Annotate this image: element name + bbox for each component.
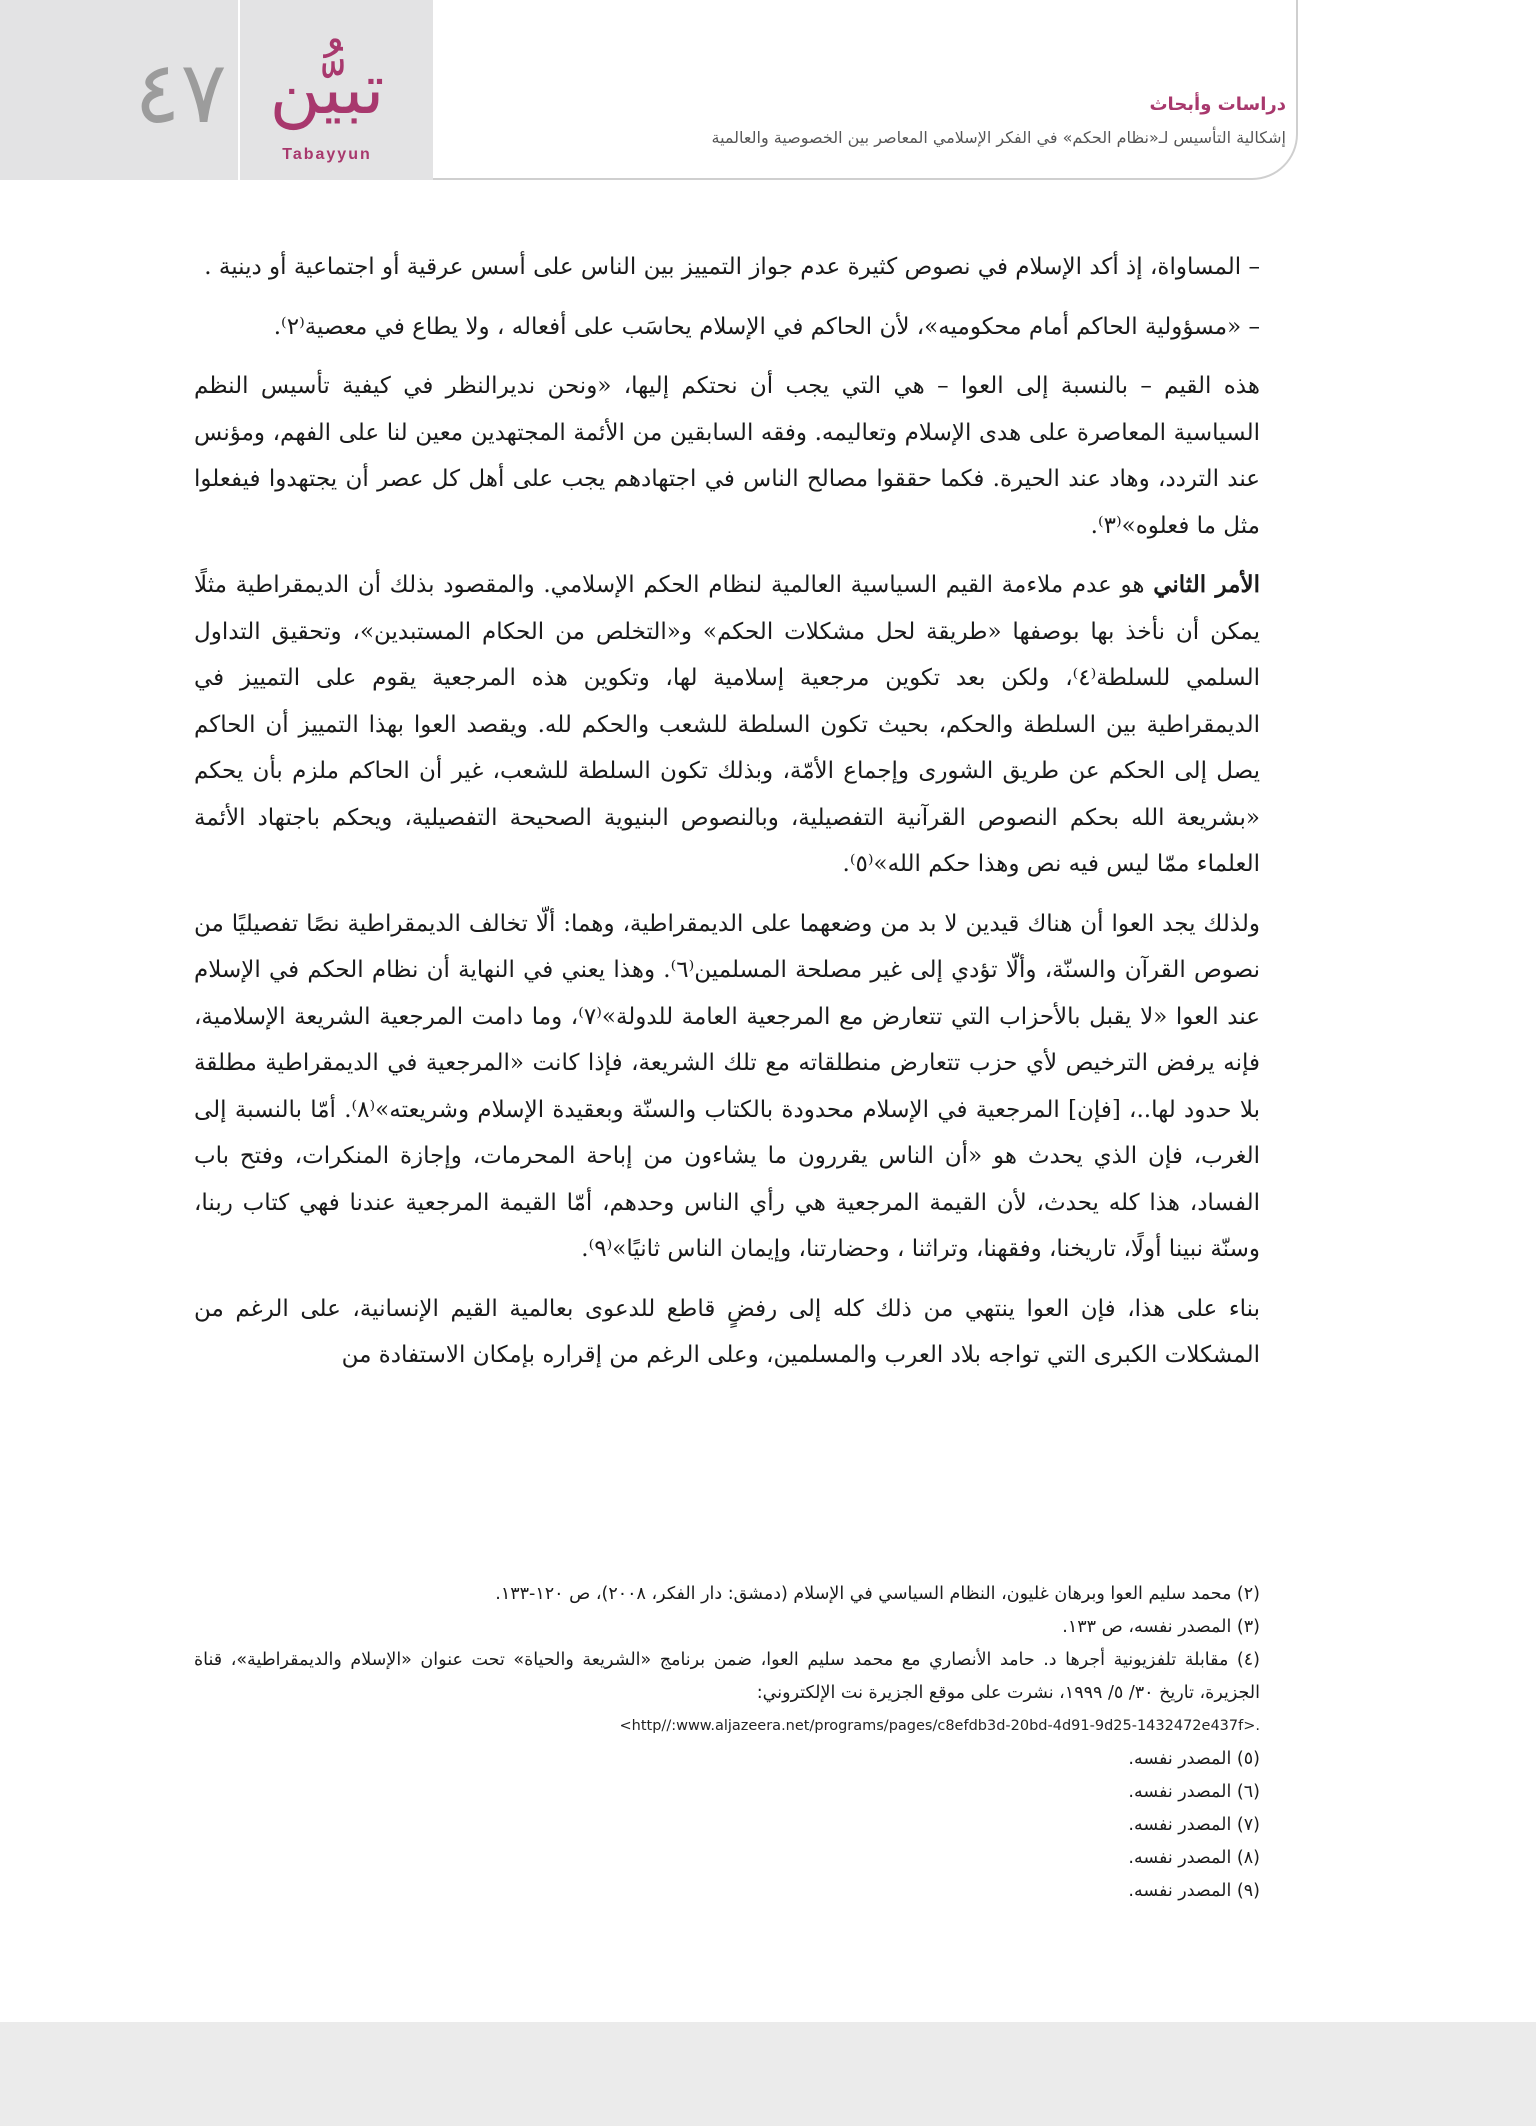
- footnote: (٢) محمد سليم العوا وبرهان غليون، النظام السياسي في الإسلام (دمشق: دار الفكر، ٢٠٠٨)، ص ١٢٠-١٣٣.: [495, 1584, 1260, 1604]
- section-title: دراسات وأبحاث: [1149, 94, 1286, 115]
- body-text: [194, 244, 1260, 1392]
- paragraph: [194, 562, 1260, 888]
- footnotes: [194, 1578, 1260, 1908]
- paragraph-lead: الأمر الثاني: [1153, 571, 1260, 598]
- paragraph: ولذلك يجد العوا أن هناك قيدين لا بد من وضعهما على الديمقراطية، وهما: ألّا تخالف الديمقراطية نصًا تفصيليًا من نصوص القرآن والسنّة، وألّا تؤدي إلى غير مصلحة المسلمين⁽٦⁾. وهذا يعني في النهاية أن نظام الحكم في الإسلام عند العوا «لا يقبل بالأحزاب التي تتعارض مع المرجعية العامة للدولة»⁽٧⁾، وما دامت المرجعية الشريعة الإسلامية، فإنه يرفض الترخيص لأي حزب تتعارض منطلقاته مع تلك الشريعة، فإذا كانت «المرجعية في الديمقراطية مطلقة بلا حدود لها..، [فإن] المرجعية في الإسلام محدودة بالكتاب والسنّة وبعقيدة الإسلام وشريعته»⁽٨⁾. أمّا بالنسبة إلى الغرب، فإن الذي يحدث هو «أن الناس يقررون ما يشاءون من إباحة المحرمات، وإجازة المنكرات، وفتح باب الفساد، هذا كله يحدث، لأن القيمة المرجعية هي رأي الناس وحدهم، أمّا القيمة المرجعية عندنا فهي كتاب ربنا، وسنّة نبينا أولًا، تاريخنا، وفقهنا، وتراثنا ، وحضارتنا، وإيمان الناس ثانيًا»⁽٩⁾.: [194, 910, 1261, 1262]
- paragraph: هذه القيم – بالنسبة إلى العوا – هي التي يجب أن نحتكم إليها، «ونحن نديرالنظر في كيفية تأسيس النظم السياسية المعاصرة على هدى الإسلام وتعاليمه. وفقه السابقين من الأئمة المجتهدين معين لنا على الفهم، ومؤنس عند التردد، وهاد عند الحيرة. فكما حققوا مصالح الناس في اجتهادهم يجب على أهل كل عصر أن يجتهدوا فيفعلوا مثل ما فعلوه»⁽٣⁾.: [194, 373, 1260, 539]
- paragraph: – المساواة، إذ أكد الإسلام في نصوص كثيرة عدم جواز التمييز بين الناس على أسس عرقية أو اجتماعية أو دينية .: [204, 254, 1260, 280]
- footnote-url[interactable]: <http//:www.aljazeera.net/programs/pages/c8efdb3d-20bd-4d91-9d25-1432472e437f>.: [619, 1718, 1260, 1734]
- footnote: (٦) المصدر نفسه.: [1128, 1782, 1260, 1802]
- paragraph-text: هو عدم ملاءمة القيم السياسية العالمية لنظام الحكم الإسلامي. والمقصود بذلك أن الديمقراطية مثلًا يمكن أن نأخذ بها بوصفها «طريقة لحل مشكلات الحكم» و«التخلص من الحكام المستبدين»، وتحقيق التداول السلمي للسلطة⁽٤⁾، ولكن بعد تكوين مرجعية إسلامية لها، وتكوين هذه المرجعية يقوم على التمييز في الديمقراطية بين السلطة والحكم، بحيث تكون السلطة للشعب والحكم لله. ويقصد العوا بهذا التمييز أن الحاكم يصل إلى الحكم عن طريق الشورى وإجماع الأمّة، وبذلك تكون السلطة للشعب، غير أن الحاكم ملزم بأن يحكم «بشريعة الله بحكم النصوص القرآنية التفصيلية، وبالنصوص البنيوية الصحيحة التفصيلية، ويحكم باجتهاد الأئمة العلماء ممّا ليس فيه نص وهذا حكم الله»⁽٥⁾.: [194, 572, 1260, 877]
- paragraph: – «مسؤولية الحاكم أمام محكوميه»، لأن الحاكم في الإسلام يحاسَب على أفعاله ، ولا يطاع في معصية⁽٢⁾.: [273, 313, 1260, 340]
- journal-logo-arabic: تبيُّن: [269, 48, 385, 130]
- paragraph: بناء على هذا، فإن العوا ينتهي من ذلك كله إلى رفضٍ قاطع للدعوى بعالمية القيم الإنسانية، على الرغم من المشكلات الكبرى التي تواجه بلاد العرب والمسلمين، وعلى الرغم من إقراره بإمكان الاستفادة من: [194, 1295, 1260, 1368]
- footnote: (٥) المصدر نفسه.: [1128, 1749, 1260, 1769]
- footnote: (٨) المصدر نفسه.: [1128, 1848, 1260, 1868]
- page-number-box: [0, 0, 433, 180]
- footnote: (٣) المصدر نفسه، ص ١٣٣.: [1062, 1617, 1260, 1637]
- footnote: (٩) المصدر نفسه.: [1128, 1881, 1260, 1901]
- footnote: (٤) مقابلة تلفزيونية أجرها د. حامد الأنصاري مع محمد سليم العوا، ضمن برنامج «الشريعة والحياة» تحت عنوان «الإسلام والديمقراطية»، قناة الجزيرة، تاريخ ٣٠/ ٥/ ١٩٩٩، نشرت على موقع الجزيرة نت الإلكتروني:: [194, 1650, 1260, 1703]
- page-bottom-band: [0, 2022, 1536, 2126]
- journal-logo-latin: Tabayyun: [282, 146, 372, 163]
- footnote: (٧) المصدر نفسه.: [1128, 1815, 1260, 1835]
- article-title: إشكالية التأسيس لـ«نظام الحكم» في الفكر الإسلامي المعاصر بين الخصوصية والعالمية: [711, 128, 1286, 147]
- page-number: ٤٧: [134, 43, 227, 143]
